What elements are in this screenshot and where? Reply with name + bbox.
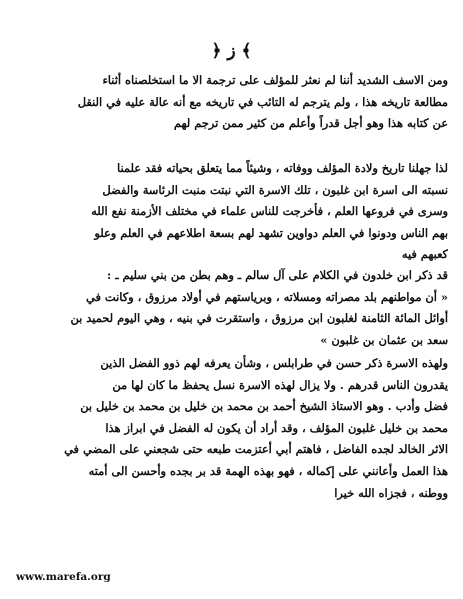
- paragraph-2: [22, 158, 448, 266]
- text-line: هذا العمل وأعانني على إكماله ، فهو بهذه الهمة قد بر بجده وأحسن الى أمته: [88, 463, 448, 478]
- text-line: « أن مواطنهم بلد مصراته ومسلاته ، وبرياستهم في أولاد مرزوق ، وكانت في: [86, 289, 448, 304]
- text-line: ووطنه ، فجزاه الله خيرا: [334, 485, 448, 500]
- text-line: كعبهم فيه: [401, 247, 448, 262]
- footer-url: www.marefa.org: [16, 571, 111, 583]
- text-line: بهم الناس ودونوا في العلم دواوين تشهد لهم بسعة اطلاعهم في العلم وعلو: [94, 225, 448, 240]
- text-line: قد ذكر ابن خلدون في الكلام على آل سالم ـ وهم بطن من بني سليم ـ :: [107, 268, 448, 282]
- paragraph-3: [22, 265, 448, 351]
- text-line: مطالعة تاريخه هذا ، ولم يترجم له التائب في تاريخه مع أنه عالة عليه في النقل: [77, 94, 448, 109]
- text-line: نسبته الى اسرة ابن غلبون ، تلك الاسرة التي نبتت منبت الرئاسة والفضل: [102, 182, 448, 197]
- text-line: سعد بن عثمان بن غلبون »: [320, 332, 448, 347]
- text-line: عن كتابه هذا وهو أجل قدراً وأعلم من كثير ممن ترجم لهم: [173, 116, 448, 131]
- text-line: لذا جهلنا تاريخ ولادة المؤلف ووفاته ، وشيئاً مما يتعلق بحياته فقد علمنا: [117, 161, 448, 175]
- text-line: فضل وأدب . وهو الاستاذ الشيخ أحمد بن محمد بن خليل بن محمد بن خليل بن: [80, 399, 448, 414]
- paragraph-4: [22, 353, 448, 504]
- text-line: الاثر الخالد لجده الفاضل ، فاهتم أبي أعتزمت طبعه حتى شجعني على المضي في: [64, 442, 448, 457]
- text-line: وسرى في فروعها العلم ، فأخرجت للناس علماء في مختلف الأزمنة نفع الله: [91, 204, 448, 219]
- text-line: أوائل المائة الثامنة لغلبون ابن مرزوق ، واستقرت في بنيه ، وهي اليوم لحميد بن: [70, 311, 448, 326]
- text-line: يقدرون الناس قدرهم . ولا يزال لهذه الاسرة نسل يحفظ ما كان لها من: [112, 377, 448, 392]
- text-line: ومن الاسف الشديد أننا لم نعثر للمؤلف على ترجمة الا ما استخلصناه أثناء: [102, 73, 448, 87]
- text-line: ولهذه الاسرة ذكر حسن في طرابلس ، وشأن يعرفه لهم ذوو الفضل الذين: [100, 356, 448, 370]
- paragraph-1: [22, 70, 448, 135]
- page-number: ﴿ ز ﴾: [211, 41, 252, 61]
- text-line: محمد بن خليل غلبون المؤلف ، وقد أراد أن يكون له الفضل في ابراز هذا: [105, 420, 448, 435]
